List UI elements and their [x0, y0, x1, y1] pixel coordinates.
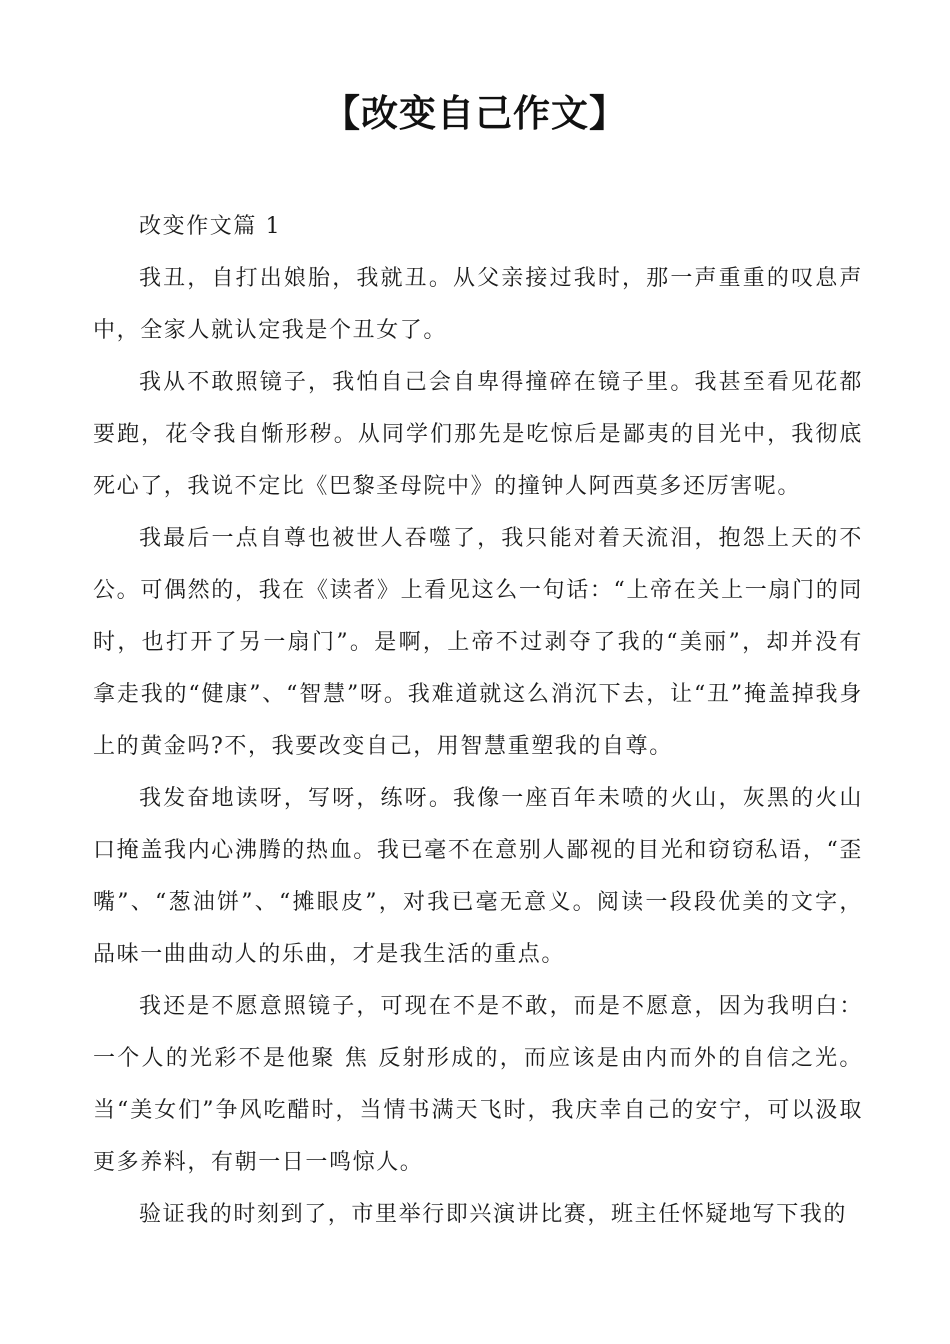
document-title: 【改变自己作文】 [323, 92, 627, 135]
paragraph: 我还是不愿意照镜子，可现在不是不敢，而是不愿意，因为我明白：一个人的光彩不是他聚 焦 反射形成的，而应该是由内而外的自信之光。当“美女们”争风吃醋时，当情书满天飞时，我庆幸自己的安宁，可以汲取更多养料，有朝一日一鸣惊人。 [93, 994, 863, 1175]
document-body [93, 201, 863, 1241]
section-heading: 改变作文篇 1 [139, 214, 282, 239]
paragraph: 我从不敢照镜子，我怕自己会自卑得撞碎在镜子里。我甚至看见花都要跑，花令我自惭形秽。从同学们那先是吃惊后是鄙夷的目光中，我彻底死心了，我说不定比《巴黎圣母院中》的撞钟人阿西莫多还厉害呢。 [93, 370, 863, 499]
paragraph: 我发奋地读呀，写呀，练呀。我像一座百年未喷的火山，灰黑的火山口掩盖我内心沸腾的热血。我已毫不在意别人鄙视的目光和窃窃私语，“歪嘴”、“葱油饼”、“摊眼皮”，对我已毫无意义。阅读一段段优美的文字，品味一曲曲动人的乐曲，才是我生活的重点。 [93, 786, 863, 967]
paragraph: 我最后一点自尊也被世人吞噬了，我只能对着天流泪，抱怨上天的不公。可偶然的，我在《读者》上看见这么一句话：“上帝在关上一扇门的同时，也打开了另一扇门”。是啊，上帝不过剥夺了我的“美丽”，却并没有拿走我的“健康”、“智慧”呀。我难道就这么消沉下去，让“丑”掩盖掉我身上的黄金吗?不，我要改变自己，用智慧重塑我的自尊。 [93, 526, 863, 759]
paragraph: 验证我的时刻到了，市里举行即兴演讲比赛，班主任怀疑地写下我的 [139, 1202, 848, 1227]
paragraph: 我丑，自打出娘胎，我就丑。从父亲接过我时，那一声重重的叹息声中，全家人就认定我是个丑女了。 [93, 266, 863, 343]
